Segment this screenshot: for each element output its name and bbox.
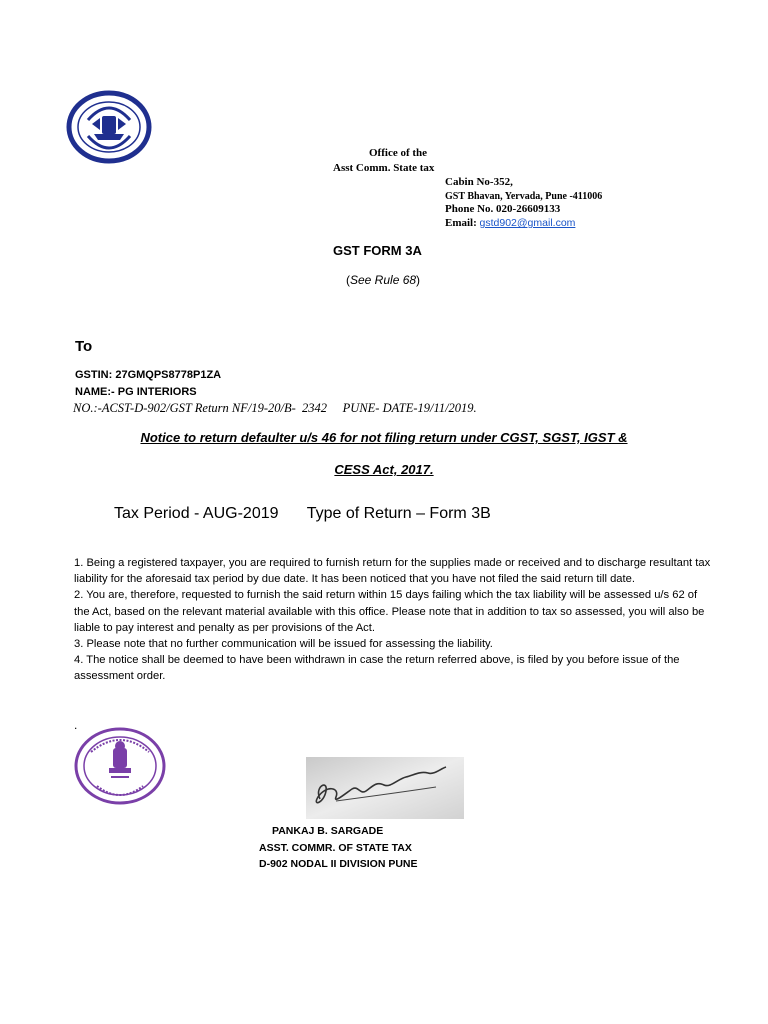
notice-heading-line-1: Notice to return defaulter u/s 46 for not filing return under CGST, SGST, IGST & <box>140 430 628 445</box>
office-line-1: Office of the <box>369 147 428 159</box>
paragraph-4: 4. The notice shall be deemed to have been withdrawn in case the return referred above, is filed by you before issue of the assessment order. <box>74 654 680 683</box>
return-type: Type of Return – Form 3B <box>306 505 491 522</box>
signatory-division: D-902 NODAL II DIVISION PUNE <box>259 858 418 870</box>
office-email-row <box>445 216 575 231</box>
paragraph-1: 1. Being a registered taxpayer, you are required to furnish return for the supplies made or received and to discharge resultant tax liability for the aforesaid tax period by due date. It has been noticed that you have not filed the said return till date. <box>74 557 711 586</box>
recipient-to: To <box>75 338 93 355</box>
notice-body <box>74 555 714 685</box>
separator-dot: . <box>74 718 78 732</box>
office-address: GST Bhavan, Yervada, Pune -411006 <box>445 191 603 202</box>
office-cabin: Cabin No-352, <box>445 176 513 188</box>
office-phone: Phone No. 020-26609133 <box>445 203 561 215</box>
rule-close-paren: ) <box>416 273 421 287</box>
signature-image <box>306 757 464 819</box>
office-email-label: Email: <box>445 217 477 229</box>
signatory-designation: ASST. COMMR. OF STATE TAX <box>259 841 412 854</box>
paragraph-3: 3. Please note that no further communication will be issued for assessing the liability. <box>74 638 493 651</box>
rule-text: See Rule 68 <box>350 273 417 287</box>
reference-number: NO.:-ACST-D-902/GST Return NF/19-20/B- 2342 PUNE- DATE-19/11/2019. <box>73 401 477 415</box>
tax-period: Tax Period - AUG-2019 <box>114 505 279 522</box>
government-of-maharashtra-seal <box>73 726 167 806</box>
form-title: GST FORM 3A <box>333 243 422 258</box>
tax-period-row <box>114 505 515 523</box>
office-line-2: Asst Comm. State tax <box>333 162 435 174</box>
office-email-link[interactable]: gstd902@gmail.com <box>479 217 576 229</box>
rule-open-paren: ( <box>346 273 350 287</box>
paragraph-2: 2. You are, therefore, requested to furnish the said return within 15 days failing which the tax liability will be assessed u/s 62 of the Act, based on the relevant material available with this office. Please note that in addition to tax so assessed, you will also be liable to pay interest and penalty as per provisions of the Act. <box>74 589 705 634</box>
form-rule-reference <box>346 273 420 287</box>
signatory-block <box>259 823 418 873</box>
signatory-name: PANKAJ B. SARGADE <box>272 825 384 837</box>
maharashtra-shasan-seal <box>66 90 152 164</box>
notice-heading-line-2: CESS Act, 2017. <box>334 462 434 477</box>
recipient-name: NAME:- PG INTERIORS <box>75 386 197 398</box>
recipient-gstin: GSTIN: 27GMQPS8778P1ZA <box>75 369 222 381</box>
